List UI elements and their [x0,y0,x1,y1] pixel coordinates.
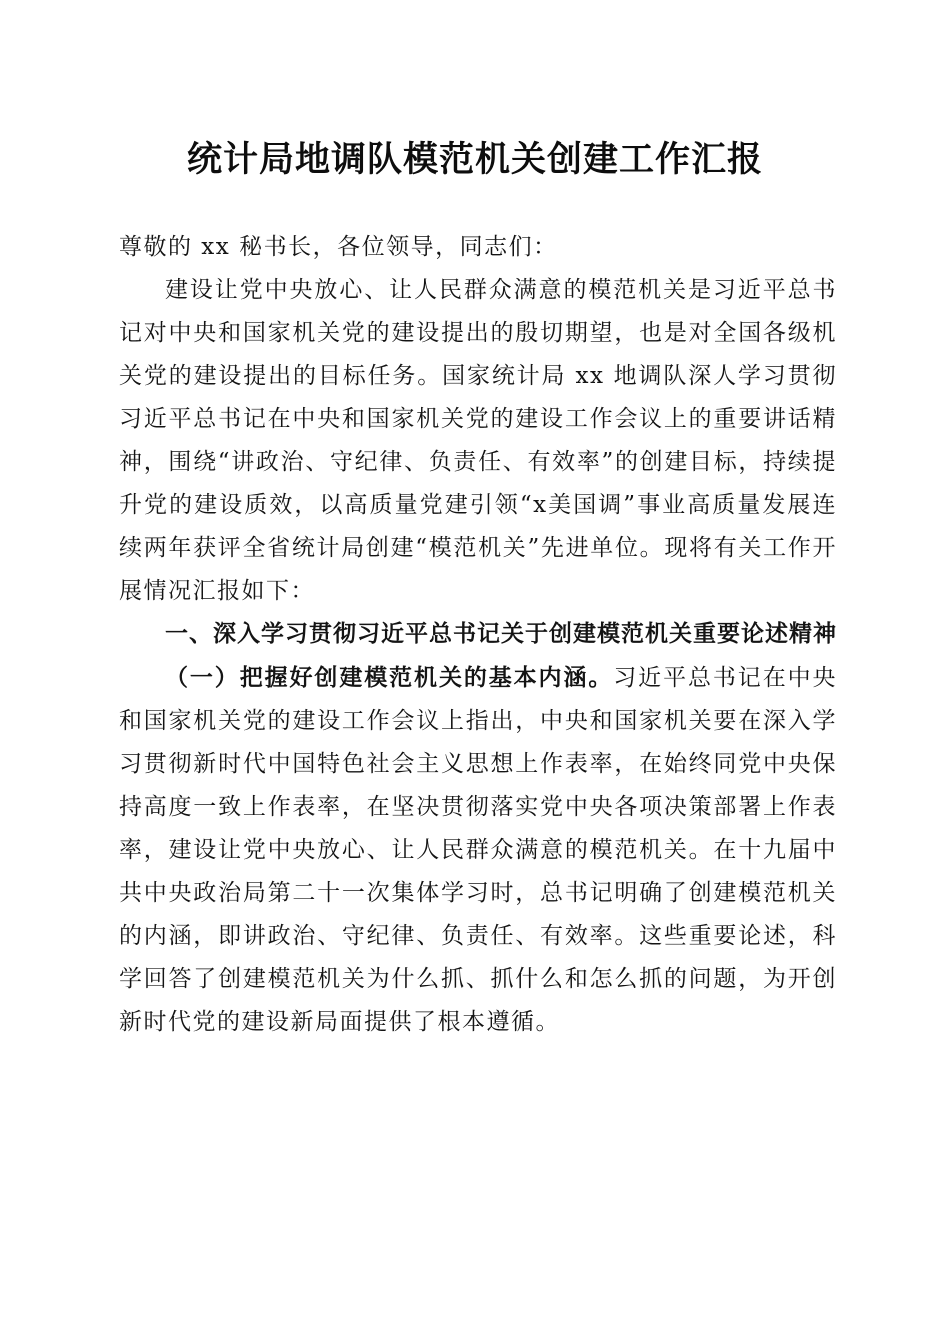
document-body [119,226,837,1044]
salutation: 尊敬的 xx 秘书长，各位领导，同志们： [119,234,558,260]
section-heading: 一、深入学习贯彻习近平总书记关于创建模范机关重要论述精神 [165,621,837,647]
intro-paragraph: 建设让党中央放心、让人民群众满意的模范机关是习近平总书记对中央和国家机关党的建设提出的殷切期望，也是对全国各级机关党的建设提出的目标任务。国家统计局 xx 地调队深人学习贯彻习近平总书记在中央和国家机关党的建设工作会议上的重要讲话精神，围绕“讲政治、守纪律、负责任、有效率”的创建目标，持续提升党的建设质效，以高质量党建引领“x美国调”事业高质量发展连续两年获评全省统计局创建“模范机关”先进单位。现将有关工作开展情况汇报如下： [119,277,837,604]
subsection-lead: （一）把握好创建模范机关的基本内涵。 [165,664,614,691]
subsection-text: 习近平总书记在中央和国家机关党的建设工作会议上指出，中央和国家机关要在深入学习贯彻新时代中国特色社会主义思想上作表率，在始终同党中央保持高度一致上作表率，在坚决贯彻落实党中央各项决策部署上作表率，建设让党中央放心、让人民群众满意的模范机关。在十九届中共中央政治局第二十一次集体学习时，总书记明确了创建模范机关的内涵，即讲政治、守纪律、负责任、有效率。这些重要论述，科学回答了创建模范机关为什么抓、抓什么和怎么抓的问题，为开创新时代党的建设新局面提供了根本遵循。 [119,665,838,1035]
subsection-paragraph [119,656,837,1044]
document-title: 统计局地调队模范机关创建工作汇报 [186,139,763,180]
